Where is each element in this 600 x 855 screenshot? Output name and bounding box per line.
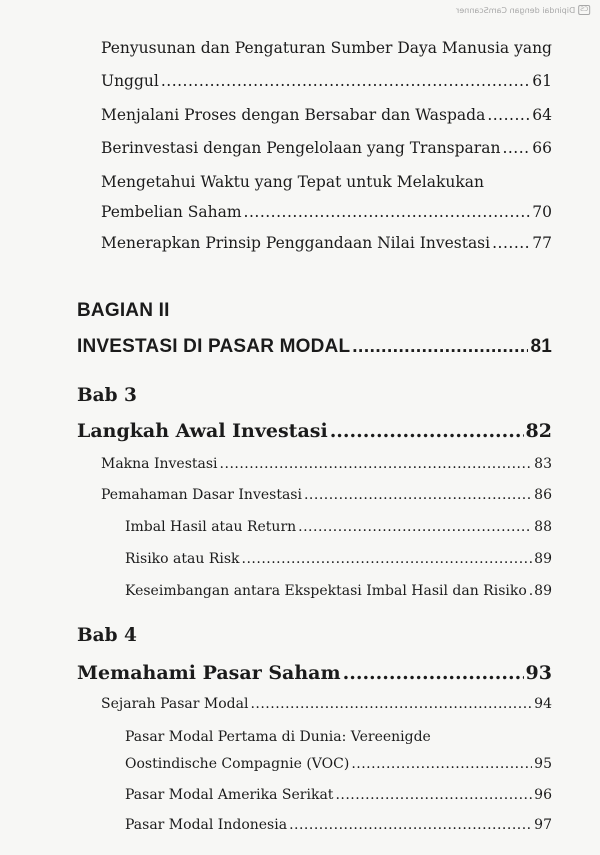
chapter-label: Bab 3 [77,385,137,406]
toc-page-number: 86 [534,487,552,503]
toc-entry-risiko[interactable] [125,551,552,567]
toc-entry-voc-line1: Pasar Modal Pertama di Dunia: Vereenigde [125,729,431,745]
toc-page-number: 94 [534,696,552,712]
leader-dots [330,420,524,442]
toc-entry-keseimbangan[interactable] [125,583,552,599]
toc-page-number: 95 [534,756,552,772]
toc-entry-text: Keseimbangan antara Ekspektasi Imbal Hasil dan Risiko [125,583,527,599]
toc-page-number: 81 [530,336,552,357]
toc-page-number: 88 [534,519,552,535]
toc-page-number: 97 [534,817,552,833]
toc-page-number: 93 [525,662,552,684]
toc-page-number: 89 [534,583,552,599]
toc-entry-pemahaman[interactable] [101,487,552,503]
scanner-logo-icon: CS [580,6,588,13]
chapter-title: Langkah Awal Investasi [77,420,328,442]
toc-chapter-4[interactable] [77,662,552,684]
toc-page-number: 70 [532,203,552,221]
leader-dots [242,551,533,567]
toc-entry-text: Sejarah Pasar Modal [101,696,249,712]
leader-dots [244,203,531,221]
toc-page-number: 64 [532,106,552,124]
toc-entry-sdm-line1: Penyusunan dan Pengaturan Sumber Daya Manusia yang [101,39,552,57]
toc-entry-waktu[interactable] [101,203,552,221]
toc-entry-text: Makna Investasi [101,456,218,472]
toc-entry-waktu-line1: Mengetahui Waktu yang Tepat untuk Melakukan [101,173,484,191]
toc-entry-text: Pembelian Saham [101,203,242,221]
toc-page-number: 83 [534,456,552,472]
leader-dots [492,234,530,252]
toc-entry-makna[interactable] [101,456,552,472]
watermark-text: Dipindai dengan CamScanner [455,5,575,15]
toc-entry-penggandaan[interactable] [101,234,552,252]
toc-entry-indonesia[interactable] [125,817,552,833]
toc-page-number: 66 [532,139,552,157]
toc-entry-text: Menjalani Proses dengan Bersabar dan Waspada [101,106,486,124]
toc-entry-text: Pasar Modal Indonesia [125,817,288,833]
toc-entry-text: Imbal Hasil atau Return [125,519,297,535]
toc-page-number: 77 [532,234,552,252]
toc-entry-bersabar[interactable] [101,106,552,124]
toc-page-number: 82 [525,420,552,442]
toc-entry-amerika[interactable] [125,787,552,803]
toc-entry-sejarah[interactable] [101,696,552,712]
leader-dots [502,139,530,157]
toc-page-number: 61 [532,72,552,90]
toc-page-number: 96 [534,787,552,803]
leader-dots [487,106,530,124]
toc-chapter-3[interactable] [77,420,552,442]
scanner-watermark [456,5,590,15]
leader-dots [352,336,528,358]
leader-dots [343,662,524,684]
leader-dots [161,72,530,90]
chapter-label: Bab 4 [77,625,137,646]
toc-entry-text: Pasar Modal Amerika Serikat [125,787,334,803]
toc-part-title[interactable] [77,336,552,358]
part-label: BAGIAN II [77,300,170,321]
toc-entry-text: Unggul [101,72,159,90]
toc-entry-imbal-hasil[interactable] [125,519,552,535]
leader-dots [298,519,532,535]
toc-entry-transparan[interactable] [101,139,552,157]
leader-dots [304,487,532,503]
leader-dots [289,817,532,833]
toc-entry-text: Pemahaman Dasar Investasi [101,487,302,503]
leader-dots [351,756,532,772]
leader-dots [529,583,532,599]
toc-entry-text: Menerapkan Prinsip Penggandaan Nilai Investasi [101,234,491,252]
toc-entry-sdm[interactable] [101,72,552,90]
toc-entry-voc[interactable] [125,756,552,772]
leader-dots [220,456,533,472]
toc-entry-text: Berinvestasi dengan Pengelolaan yang Transparan [101,139,501,157]
leader-dots [335,787,532,803]
leader-dots [250,696,532,712]
part-title: INVESTASI DI PASAR MODAL [77,336,351,357]
toc-page-number: 89 [534,551,552,567]
chapter-title: Memahami Pasar Saham [77,662,341,684]
toc-entry-text: Oostindische Compagnie (VOC) [125,756,350,772]
toc-entry-text: Risiko atau Risk [125,551,240,567]
